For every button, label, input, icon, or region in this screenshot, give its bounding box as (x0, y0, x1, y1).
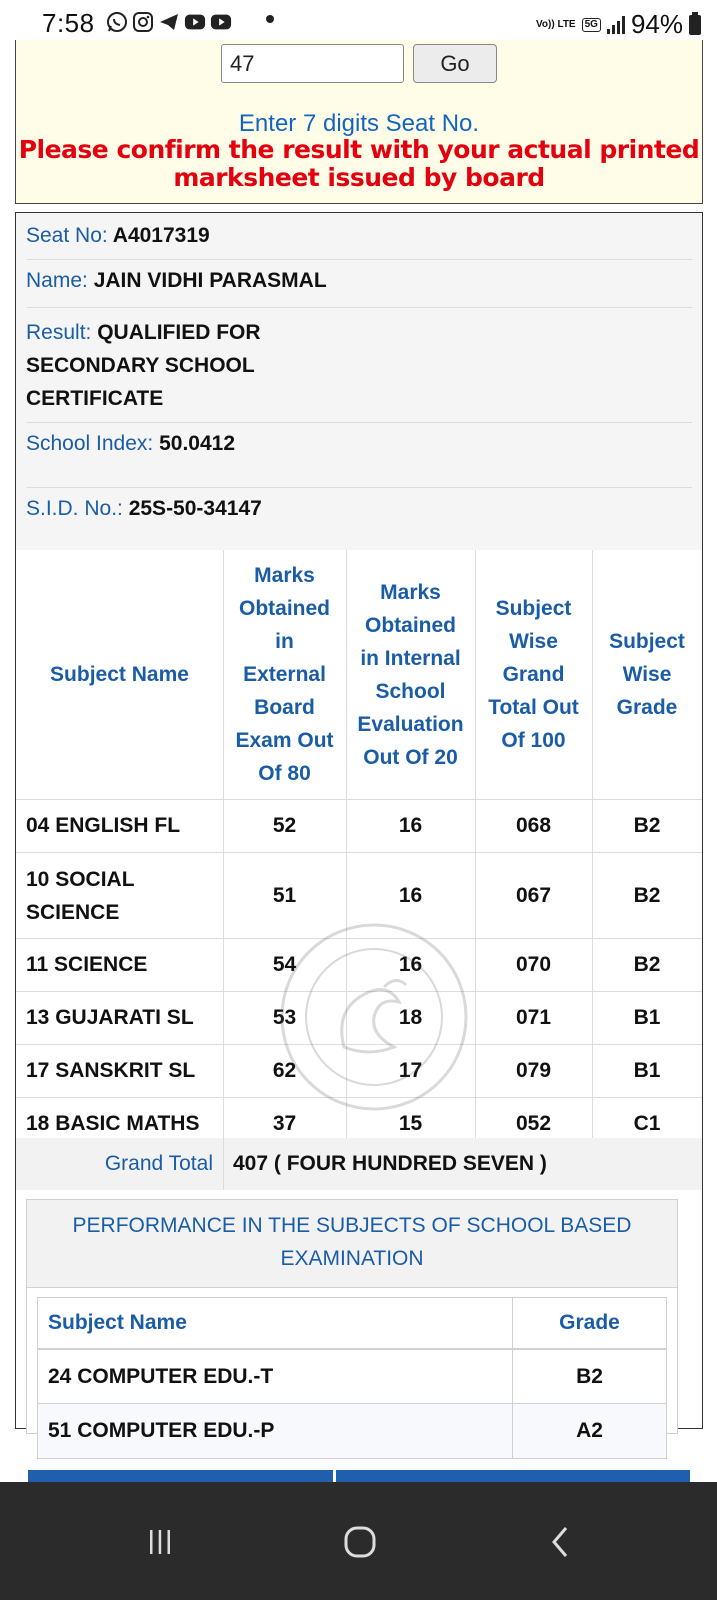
col-subject-name: Subject Name (50, 663, 189, 686)
subject-line: 10 SOCIAL (26, 867, 135, 891)
header-line: Wise (622, 663, 672, 686)
youtube-icon (210, 11, 232, 33)
internal-marks: 18 (398, 1006, 423, 1029)
header-line: Marks (380, 580, 441, 604)
status-time: 7:58 (42, 8, 95, 38)
sid-row (26, 492, 692, 525)
header-line: Exam Out (235, 729, 334, 752)
internal-marks: 16 (398, 814, 423, 837)
school-index-label: School Index: (26, 432, 154, 455)
header-line: Board (254, 696, 315, 719)
name-value: JAIN VIDHI PARASMAL (93, 269, 327, 292)
header-line: Obtained (238, 597, 330, 620)
result-label: Result: (26, 321, 92, 344)
subject-name: 11 SCIENCE (26, 953, 148, 976)
recent-apps-icon[interactable] (130, 1512, 190, 1572)
grade: B2 (633, 814, 661, 837)
5g-icon: 5G (582, 18, 601, 32)
volte-indicator: Vo)) LTE (535, 18, 576, 30)
back-icon[interactable] (531, 1512, 591, 1572)
result-line3: CERTIFICATE (26, 387, 164, 410)
school-based-table (37, 1297, 667, 1459)
header-line: Grade (616, 696, 678, 719)
col-grade: Grade (559, 1311, 620, 1334)
grand-total-label: Grand Total (104, 1152, 213, 1175)
total-marks: 079 (515, 1059, 552, 1082)
youtube-icon (184, 11, 206, 33)
grade: B1 (633, 1006, 661, 1029)
school-based-table-header (38, 1298, 666, 1350)
sid-value: 25S-50-34147 (128, 497, 262, 520)
header-line: Out Of 20 (363, 745, 458, 769)
col-total (475, 550, 592, 799)
more-notifications-dot (266, 15, 274, 23)
col-grade (592, 550, 702, 799)
header-line: School (375, 679, 446, 703)
seat-no-label: Seat No: (26, 224, 108, 247)
result-row (26, 316, 692, 415)
grade: B2 (633, 953, 661, 976)
result-line2: SECONDARY SCHOOL (26, 354, 255, 377)
result-line1: QUALIFIED FOR (97, 321, 261, 344)
name-label: Name: (26, 269, 88, 292)
seat-number-hint: Enter 7 digits Seat No. (238, 110, 480, 137)
notification-icons (106, 11, 232, 33)
grade: B2 (576, 1364, 603, 1388)
internal-marks: 17 (398, 1059, 423, 1082)
internal-marks: 16 (398, 883, 423, 907)
subject-name (26, 853, 223, 938)
subject-name: 24 COMPUTER EDU.-T (48, 1364, 274, 1388)
school-index-value: 50.0412 (159, 432, 236, 455)
bottom-action-button-right[interactable] (336, 1470, 690, 1482)
signal-icon (607, 16, 625, 34)
header-line: in (275, 630, 294, 653)
header-line: External (243, 663, 326, 686)
header-line: Subject (495, 597, 572, 620)
bottom-action-button-left[interactable] (28, 1470, 333, 1482)
student-info (16, 213, 702, 550)
external-marks: 53 (272, 1006, 297, 1029)
result-card (15, 212, 703, 1442)
grand-total-value: 407 ( FOUR HUNDRED SEVEN ) (233, 1152, 547, 1175)
school-based-heading (27, 1200, 677, 1288)
whatsapp-icon (106, 11, 128, 33)
external-marks: 62 (272, 1059, 297, 1082)
home-icon[interactable] (330, 1512, 390, 1572)
grade: A2 (576, 1419, 603, 1442)
header-line: Marks (254, 564, 315, 587)
table-row (38, 1404, 666, 1458)
subject-line: SCIENCE (26, 900, 120, 924)
school-based-heading-line1: PERFORMANCE IN THE SUBJECTS OF SCHOOL BASED (72, 1214, 632, 1237)
divider (26, 307, 692, 308)
subject-name: 13 GUJARATI SL (26, 1006, 194, 1029)
total-marks: 071 (515, 1006, 552, 1029)
grand-total-row (16, 1138, 702, 1190)
name-row (26, 264, 692, 297)
column-divider (223, 550, 224, 1151)
divider (26, 487, 692, 488)
subject-name: 04 ENGLISH FL (26, 814, 181, 837)
column-divider (223, 1138, 224, 1190)
header-line: Grand (502, 663, 565, 686)
grade: B1 (633, 1059, 661, 1082)
grade: B2 (633, 883, 661, 907)
marks-table-header (16, 550, 702, 800)
internal-marks: 16 (398, 953, 423, 976)
grade: C1 (633, 1112, 661, 1135)
school-based-heading-line2: EXAMINATION (280, 1247, 424, 1270)
total-marks: 068 (515, 814, 552, 837)
board-seal-watermark (274, 917, 474, 1117)
divider (26, 259, 692, 260)
status-bar (0, 0, 717, 44)
internal-marks: 15 (398, 1112, 423, 1135)
external-marks: 37 (272, 1112, 297, 1135)
header-line: Subject (609, 630, 685, 653)
subject-name: 18 BASIC MATHS (26, 1112, 200, 1135)
school-based-performance (26, 1199, 678, 1442)
col-subject-name: Subject Name (48, 1311, 187, 1334)
external-marks: 54 (272, 953, 297, 976)
header-line: Obtained (364, 613, 456, 637)
external-marks: 51 (272, 883, 297, 907)
total-marks: 070 (515, 953, 552, 976)
confirm-warning (16, 136, 702, 192)
divider (26, 422, 692, 423)
column-divider (475, 550, 476, 1151)
column-divider (592, 550, 593, 1151)
telegram-icon (158, 11, 180, 33)
seat-number-input[interactable] (221, 44, 404, 83)
header-line: Of 80 (258, 762, 311, 785)
external-marks: 52 (272, 814, 297, 837)
system-navigation-bar (0, 1482, 717, 1600)
header-line: Total Out (488, 696, 579, 719)
total-marks: 052 (515, 1112, 552, 1135)
header-line: Evaluation (357, 712, 464, 736)
total-marks: 067 (515, 883, 552, 907)
col-external-marks (223, 550, 346, 799)
seat-no-row (26, 219, 692, 252)
seat-search-form (15, 40, 703, 204)
confirm-warning-line1: Please confirm the result with your actual printed (18, 135, 700, 164)
header-line: Of 100 (501, 729, 566, 752)
header-line: in Internal (360, 646, 461, 670)
col-internal-marks (346, 550, 475, 799)
school-index-row (26, 427, 692, 460)
battery-percent: 94% (630, 9, 683, 39)
subject-name: 17 SANSKRIT SL (26, 1059, 196, 1082)
table-row (16, 800, 702, 853)
sid-label: S.I.D. No.: (26, 497, 123, 520)
table-row (38, 1350, 666, 1404)
system-status (536, 9, 701, 40)
header-line: Wise (509, 630, 558, 653)
instagram-icon (132, 11, 154, 33)
battery-icon (689, 15, 701, 35)
go-button[interactable]: Go (413, 44, 497, 83)
confirm-warning-line2: marksheet issued by board (173, 163, 545, 192)
subject-name: 51 COMPUTER EDU.-P (48, 1419, 275, 1442)
seat-no-value: A4017319 (112, 224, 210, 247)
